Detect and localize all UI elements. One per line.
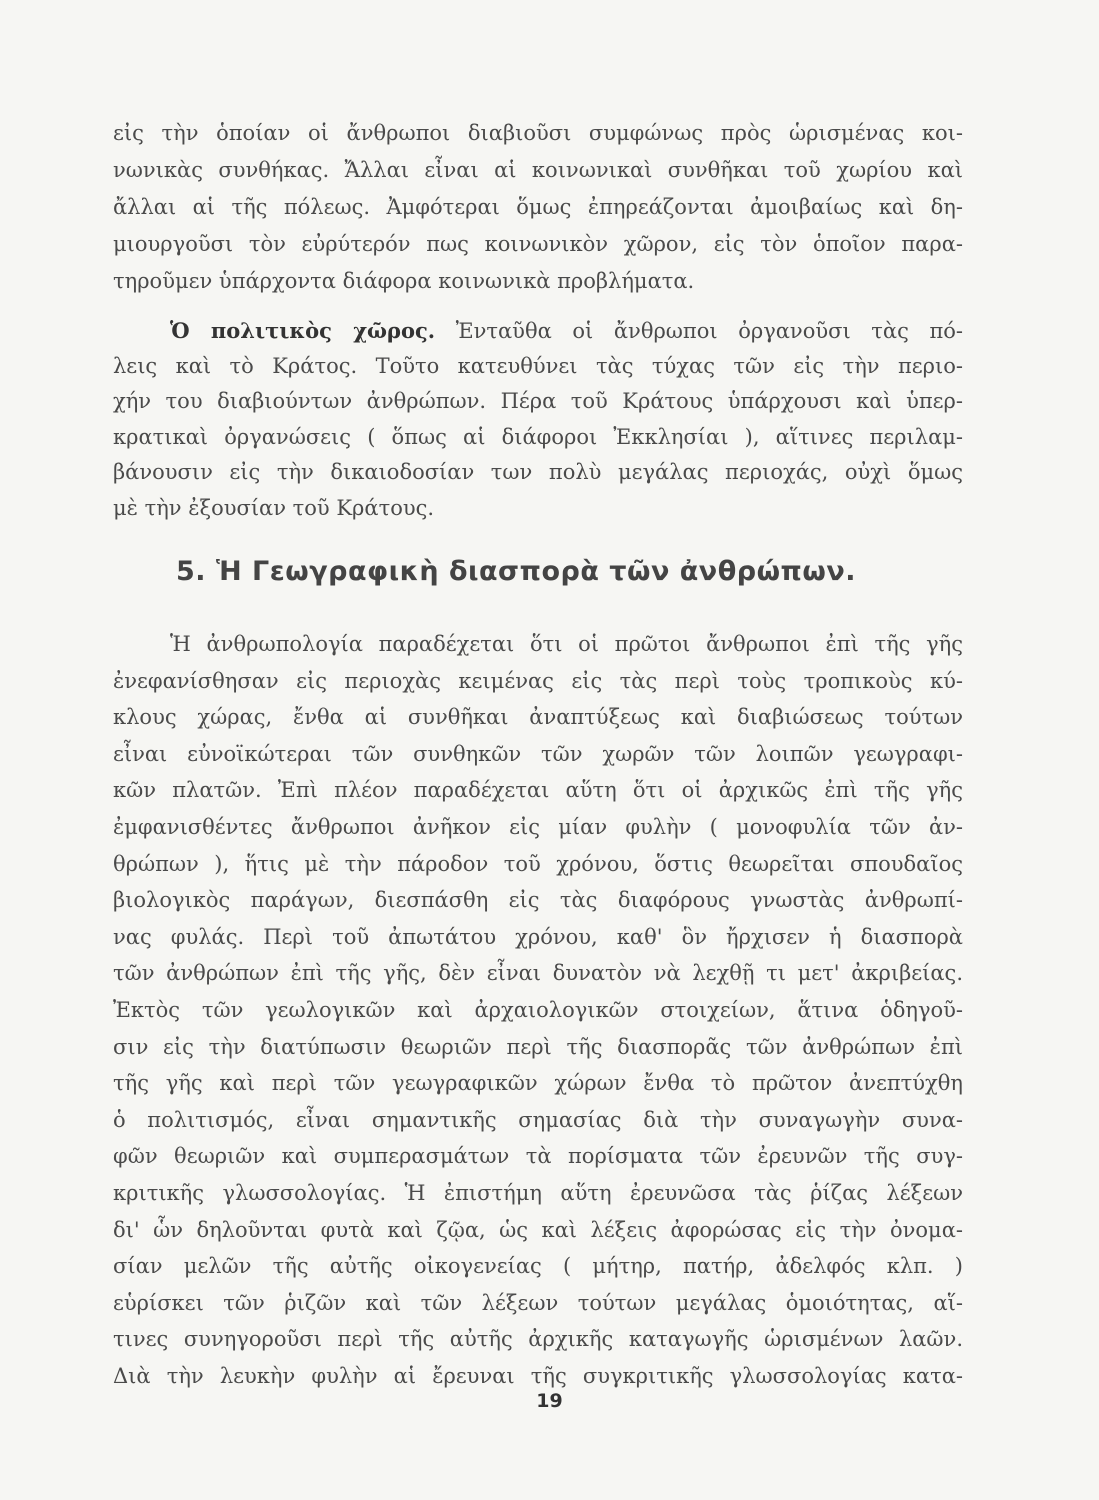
text-line <box>113 313 963 349</box>
text-line: κριτικῆς γλωσσολογίας. Ἡ ἐπιστήμη αὕτη ἐρευνῶσα τὰς ῥίζας λέξεων <box>113 1180 963 1205</box>
text-line: Ἐκτὸς τῶν γεωλογικῶν καὶ ἀρχαιολογικῶν στοιχείων, ἅτινα ὁδηγοῦ- <box>113 997 963 1022</box>
text-line: βιολογικὸς παράγων, διεσπάσθη εἰς τὰς διαφόρους γνωστὰς ἀνθρωπί- <box>113 888 963 913</box>
text-line: εἶναι εὐνοϊκώτεραι τῶν συνθηκῶν τῶν χωρῶν τῶν λοιπῶν γεωγραφι- <box>113 741 963 766</box>
text-line: χήν του διαβιούντων ἀνθρώπων. Πέρα τοῦ Κράτους ὑπάρχουσι καὶ ὑπερ- <box>113 389 963 413</box>
paragraph-2 <box>113 313 963 526</box>
text-line: τηροῦμεν ὑπάρχοντα διάφορα κοινωνικὰ προβλήματα. <box>113 269 695 293</box>
text-line: εἰς τὴν ὁποίαν οἱ ἄνθρωποι διαβιοῦσι συμφώνως πρὸς ὡρισμένας κοι- <box>113 121 963 145</box>
text-line: ἐμφανισθέντες ἄνθρωποι ἀνῆκον εἰς μίαν φυλὴν ( μονοφυλία τῶν ἀν- <box>113 814 963 839</box>
text-line: τῆς γῆς καὶ περὶ τῶν γεωγραφικῶν χώρων ἔνθα τὸ πρῶτον ἀνεπτύχθη <box>113 1071 963 1096</box>
text-line: βάνουσιν εἰς τὴν δικαιοδοσίαν των πολὺ μεγάλας περιοχάς, οὐχὶ ὅμως <box>113 460 963 484</box>
text-line: Ἡ ἀνθρωπολογία παραδέχεται ὅτι οἱ πρῶτοι ἄνθρωποι ἐπὶ τῆς γῆς <box>170 632 963 656</box>
text-line: τινες συνηγοροῦσι περὶ τῆς αὐτῆς ἀρχικῆς καταγωγῆς ὡρισμένων λαῶν. <box>113 1327 963 1352</box>
text-line: ὁ πολιτισμός, εἶναι σημαντικῆς σημασίας διὰ τὴν συναγωγὴν συνα- <box>113 1107 963 1132</box>
text-line: κλους χώρας, ἔνθα αἱ συνθῆκαι ἀναπτύξεως καὶ διαβιώσεως τούτων <box>113 705 963 730</box>
paragraph-1 <box>113 115 963 300</box>
text-line: φῶν θεωριῶν καὶ συμπερασμάτων τὰ πορίσματα τῶν ἐρευνῶν τῆς συγ- <box>113 1144 963 1169</box>
text-line: δι' ὧν δηλοῦνται φυτὰ καὶ ζῷα, ὡς καὶ λέξεις ἀφορώσας εἰς τὴν ὀνομα- <box>113 1217 963 1242</box>
page-number: 19 <box>536 1390 563 1412</box>
text-line: ἐνεφανίσθησαν εἰς περιοχὰς κειμένας εἰς τὰς περὶ τοὺς τροπικοὺς κύ- <box>113 668 963 693</box>
text-line: Διὰ τὴν λευκὴν φυλὴν αἱ ἔρευναι τῆς συγκριτικῆς γλωσσολογίας κατα- <box>113 1363 963 1388</box>
text-line: ἄλλαι αἱ τῆς πόλεως. Ἀμφότεραι ὅμως ἐπηρεάζονται ἀμοιβαίως καὶ δη- <box>113 195 963 219</box>
text-line: λεις καὶ τὸ Κράτος. Τοῦτο κατευθύνει τὰς τύχας τῶν εἰς τὴν περιο- <box>113 353 963 378</box>
text-line: θρώπων ), ἥτις μὲ τὴν πάροδον τοῦ χρόνου, ὅστις θεωρεῖται σπουδαῖος <box>113 851 963 876</box>
text-line: μὲ τὴν ἐξουσίαν τοῦ Κράτους. <box>113 495 435 520</box>
text-line: σίαν μελῶν τῆς αὐτῆς οἰκογενείας ( μήτηρ, πατήρ, ἀδελφός κλπ. ) <box>113 1254 963 1279</box>
text-line: κῶν πλατῶν. Ἐπὶ πλέον παραδέχεται αὕτη ὅτι οἱ ἀρχικῶς ἐπὶ τῆς γῆς <box>113 778 963 803</box>
text-line: μιουργοῦσι τὸν εὐρύτερόν πως κοινωνικὸν χῶρον, εἰς τὸν ὁποῖον παρα- <box>113 232 963 256</box>
text-run: Ἐνταῦθα οἱ ἄνθρωποι ὀργανοῦσι τὰς πό- <box>435 319 963 343</box>
text-line: σιν εἰς τὴν διατύπωσιν θεωριῶν περὶ τῆς διασπορᾶς τῶν ἀνθρώπων ἐπὶ <box>113 1034 963 1059</box>
text-line: εὑρίσκει τῶν ῥιζῶν καὶ τῶν λέξεων τούτων μεγάλας ὁμοιότητας, αἵ- <box>113 1290 963 1315</box>
text-line: νωνικὰς συνθήκας. Ἄλλαι εἶναι αἱ κοινωνικαὶ συνθῆκαι τοῦ χωρίου καὶ <box>113 158 963 182</box>
run-in-heading: Ὁ πολιτικὸς χῶρος. <box>170 318 436 343</box>
section-heading: 5. Ἡ Γεωγραφικὴ διασπορὰ τῶν ἀνθρώπων. <box>176 556 857 587</box>
text-line: νας φυλάς. Περὶ τοῦ ἀπωτάτου χρόνου, καθ' ὃν ἤρχισεν ἡ διασπορὰ <box>113 924 963 949</box>
text-line: κρατικαὶ ὀργανώσεις ( ὅπως αἱ διάφοροι Ἐκκλησίαι ), αἵτινες περιλαμ- <box>113 424 963 449</box>
text-line: τῶν ἀνθρώπων ἐπὶ τῆς γῆς, δὲν εἶναι δυνατὸν νὰ λεχθῇ τι μετ' ἀκριβείας. <box>113 961 963 986</box>
paragraph-3 <box>113 626 963 1394</box>
